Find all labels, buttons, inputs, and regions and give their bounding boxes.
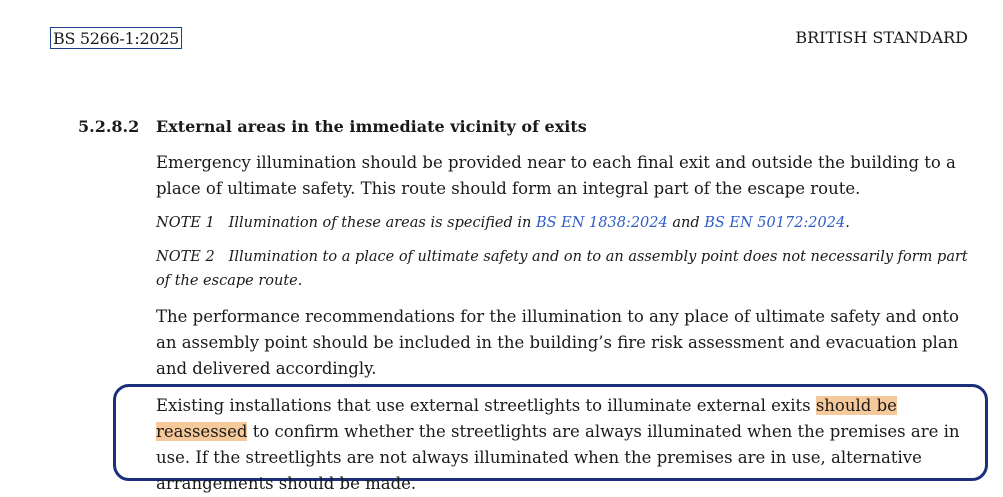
note-2-text: Illumination to a place of ultimate safety and on to an assembly point does not necessarily form part of the escape route. [156, 249, 968, 289]
note-1 [156, 211, 971, 235]
highlighted-text: should be reassessed [156, 396, 897, 441]
paragraph-3-start: Existing installations that use external streetlights to illuminate external exits [156, 396, 811, 415]
note-1-conjunction: and [672, 215, 700, 231]
note-1-end: . [845, 215, 850, 231]
standard-number: BS 5266-1:2025 [50, 27, 182, 49]
clause-number: 5.2.8.2 [78, 117, 140, 136]
paragraph-3-end: to confirm whether the streetlights are always illuminated when the premises are in use. If the streetlights are not always illuminated when the premises are in use, alternative arrangements should be made. [156, 422, 960, 493]
ref-bs-en-1838-link[interactable]: BS EN 1838:2024 [535, 215, 668, 231]
note-2-label: NOTE 2 [156, 249, 215, 265]
note-1-text: Illumination of these areas is specified in [228, 215, 532, 231]
standard-organisation: BRITISH STANDARD [795, 28, 968, 47]
clause-title: External areas in the immediate vicinity of exits [156, 117, 587, 136]
paragraph-performance-recommendations: The performance recommendations for the illumination to any place of ultimate safety and onto an assembly point should be included in the building’s fire risk assessment and evacuation plan and delivered accordingly. [156, 307, 959, 378]
paragraph-existing-installations [156, 393, 971, 497]
paragraph-emergency-illumination: Emergency illumination should be provided near to each final exit and outside the building to a place of ultimate safety. This route should form an integral part of the escape route. [156, 153, 956, 198]
ref-bs-en-50172-link[interactable]: BS EN 50172:2024 [704, 215, 846, 231]
note-2 [156, 245, 971, 293]
note-1-label: NOTE 1 [156, 215, 215, 231]
